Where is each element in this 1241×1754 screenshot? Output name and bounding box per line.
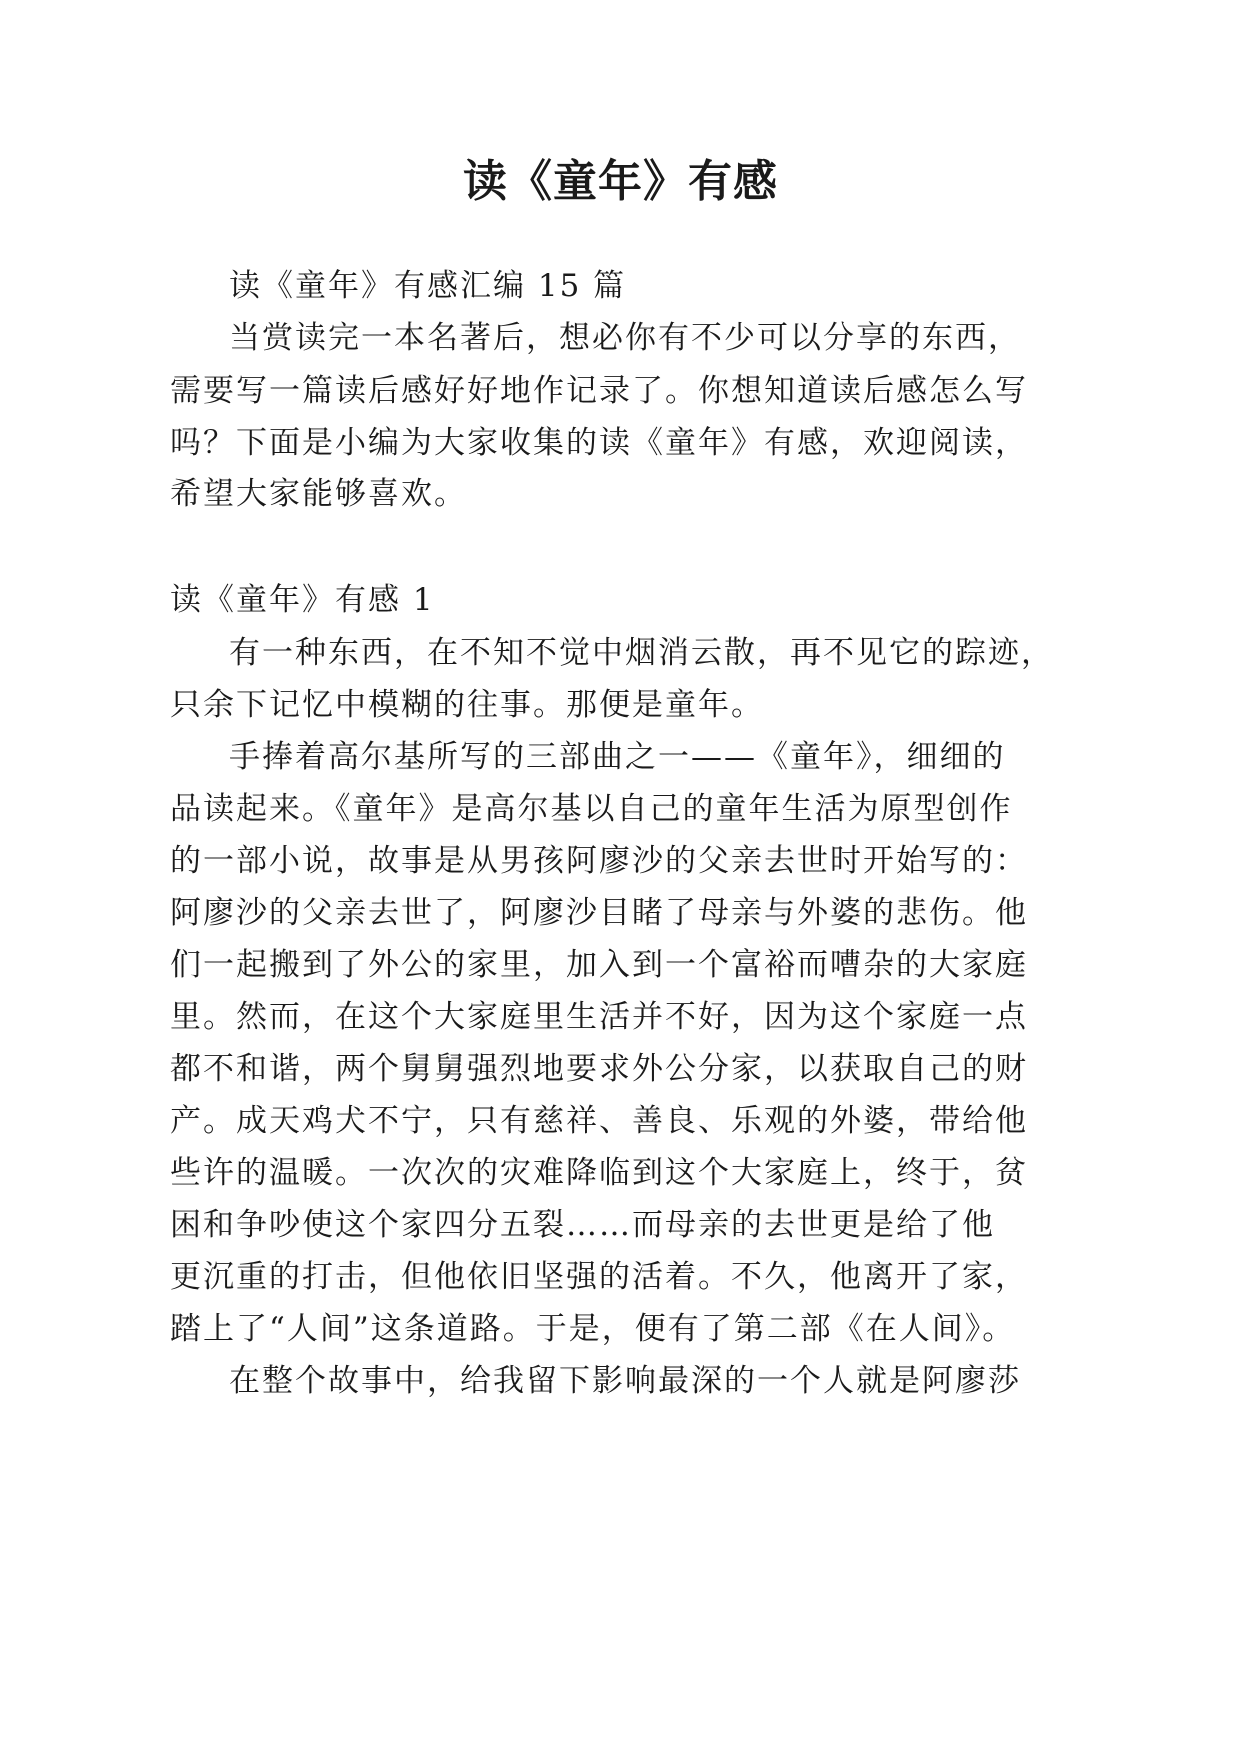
intro-line-3: 吗？下面是小编为大家收集的读《童年》有感，欢迎阅读， — [170, 425, 1028, 461]
document-title: 读《童年》有感 — [463, 156, 778, 207]
body-line-15: 在整个故事中，给我留下影响最深的一个人就是阿廖莎 — [229, 1363, 1021, 1399]
body-line-11: 些许的温暖。一次次的灾难降临到这个大家庭上，终于，贫 — [170, 1155, 1028, 1191]
body-line-4: 品读起来。《童年》是高尔基以自己的童年生活为原型创作 — [170, 791, 1013, 827]
document-subtitle: 读《童年》有感汇编 15 篇 — [229, 268, 627, 304]
body-line-1: 有一种东西，在不知不觉中烟消云散，再不见它的踪迹， — [229, 635, 1054, 671]
intro-line-1: 当赏读完一本名著后，想必你有不少可以分享的东西， — [229, 320, 1021, 356]
body-line-5: 的一部小说，故事是从男孩阿廖沙的父亲去世时开始写的： — [170, 843, 1028, 879]
body-line-6: 阿廖沙的父亲去世了，阿廖沙目睹了母亲与外婆的悲伤。他 — [170, 895, 1028, 931]
intro-line-2: 需要写一篇读后感好好地作记录了。你想知道读后感怎么写 — [170, 373, 1028, 409]
section-heading: 读《童年》有感 1 — [170, 582, 435, 618]
body-line-14: 踏上了“人间”这条道路。于是，便有了第二部《在人间》。 — [170, 1311, 1016, 1347]
body-line-12: 困和争吵使这个家四分五裂……而母亲的去世更是给了他 — [170, 1207, 995, 1243]
body-line-10: 产。成天鸡犬不宁，只有慈祥、善良、乐观的外婆，带给他 — [170, 1103, 1028, 1139]
intro-line-4: 希望大家能够喜欢。 — [170, 476, 467, 512]
body-line-3: 手捧着高尔基所写的三部曲之一——《童年》，细细的 — [229, 739, 1006, 775]
body-line-2: 只余下记忆中模糊的往事。那便是童年。 — [170, 687, 764, 723]
body-line-9: 都不和谐，两个舅舅强烈地要求外公分家，以获取自己的财 — [170, 1051, 1028, 1087]
body-line-8: 里。然而，在这个大家庭里生活并不好，因为这个家庭一点 — [170, 999, 1028, 1035]
body-line-7: 们一起搬到了外公的家里，加入到一个富裕而嘈杂的大家庭 — [170, 947, 1028, 983]
body-line-13: 更沉重的打击，但他依旧坚强的活着。不久，他离开了家， — [170, 1259, 1028, 1295]
